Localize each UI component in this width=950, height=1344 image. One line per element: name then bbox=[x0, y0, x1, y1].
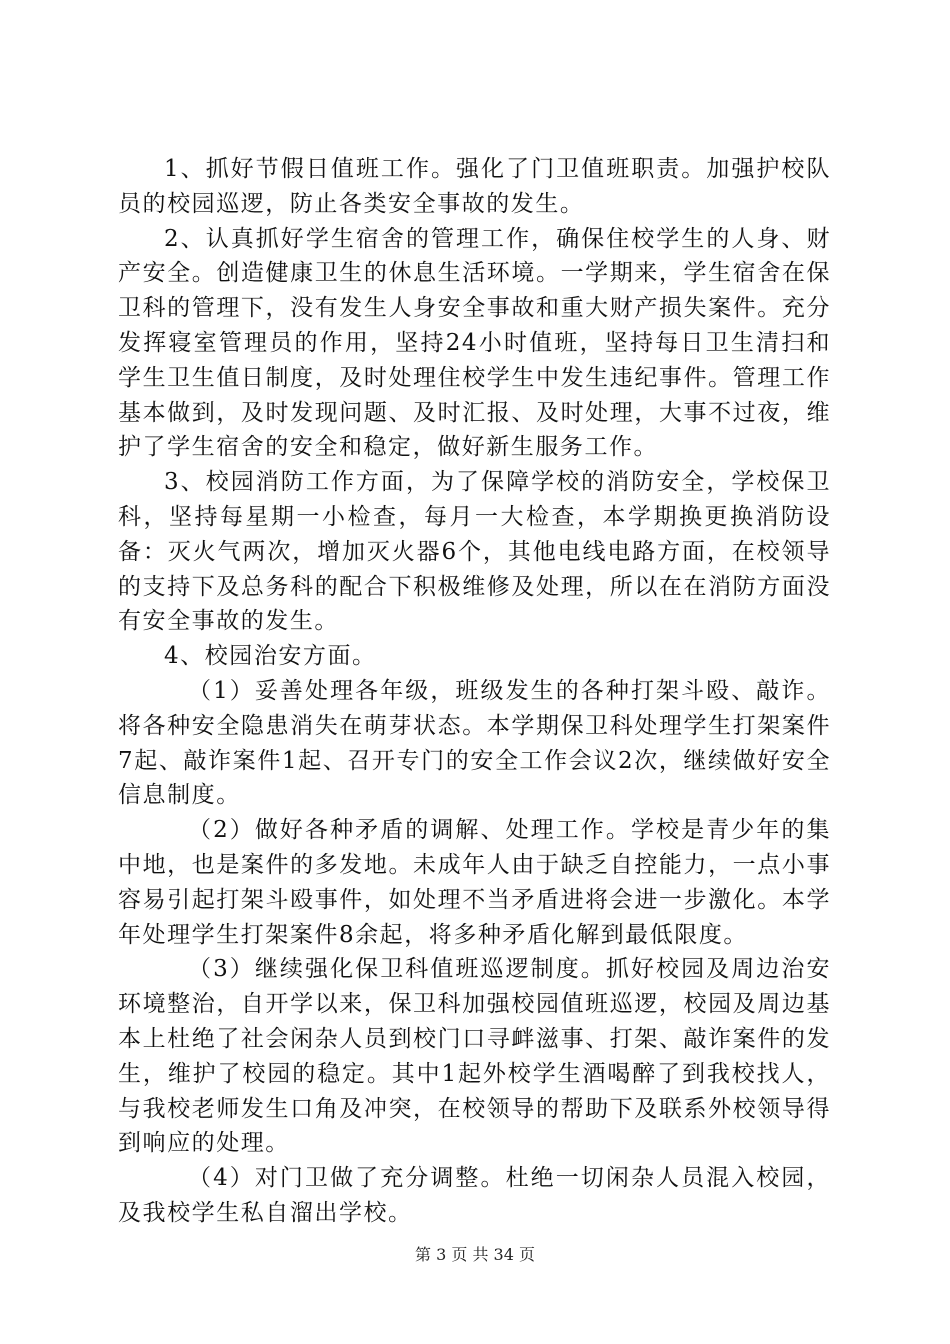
page-number: 第 3 页 共 34 页 bbox=[415, 1245, 535, 1264]
paragraph-campus-security-heading: 4、校园治安方面。 bbox=[164, 643, 377, 670]
document-body bbox=[118, 152, 831, 1231]
paragraph-subitem-4: （4）对门卫做了充分调整。杜绝一切闲杂人员混入校园，及我校学生私自溜出学校。 bbox=[118, 1165, 831, 1226]
paragraph-dormitory-management: 2、认真抓好学生宿舍的管理工作，确保住校学生的人身、财产安全。创造健康卫生的休息生活环境。一学期来，学生宿舍在保卫科的管理下，没有发生人身安全事故和重大财产损失案件。充分发挥寝室管理员的作用，坚持24小时值班，坚持每日卫生清扫和学生卫生值日制度，及时处理住校学生中发生违纪事件。管理工作基本做到，及时发现问题、及时汇报、及时处理，大事不过夜，维护了学生宿舍的安全和稳定，做好新生服务工作。 bbox=[118, 225, 831, 461]
paragraph-subitem-3: （3）继续强化保卫科值班巡逻制度。抓好校园及周边治安环境整治，自开学以来，保卫科加强校园值班巡逻，校园及周边基本上杜绝了社会闲杂人员到校门口寻衅滋事、打架、敲诈案件的发生，维护了校园的稳定。其中1起外校学生酒喝醉了到我校找人，与我校老师发生口角及冲突，在校领导的帮助下及联系外校领导得到响应的处理。 bbox=[118, 956, 831, 1157]
page-footer bbox=[0, 1242, 950, 1265]
paragraph-fire-safety: 3、校园消防工作方面，为了保障学校的消防安全，学校保卫科，坚持每星期一小检查，每月一大检查，本学期换更换消防设备：灭火气两次，增加灭火器6个，其他电线电路方面，在校领导的支持下及总务科的配合下积极维修及处理，所以在在消防方面没有安全事故的发生。 bbox=[118, 469, 831, 635]
paragraph-holiday-duty: 1、抓好节假日值班工作。强化了门卫值班职责。加强护校队员的校园巡逻，防止各类安全事故的发生。 bbox=[118, 156, 831, 217]
paragraph-subitem-1: （1）妥善处理各年级，班级发生的各种打架斗殴、敲诈。将各种安全隐患消失在萌芽状态。本学期保卫科处理学生打架案件7起、敲诈案件1起、召开专门的安全工作会议2次，继续做好安全信息制度。 bbox=[118, 677, 831, 809]
paragraph-subitem-2: （2）做好各种矛盾的调解、处理工作。学校是青少年的集中地，也是案件的多发地。未成年人由于缺乏自控能力，一点小事容易引起打架斗殴事件，如处理不当矛盾进将会进一步激化。本学年处理学生打架案件8余起，将多种矛盾化解到最低限度。 bbox=[118, 817, 831, 948]
